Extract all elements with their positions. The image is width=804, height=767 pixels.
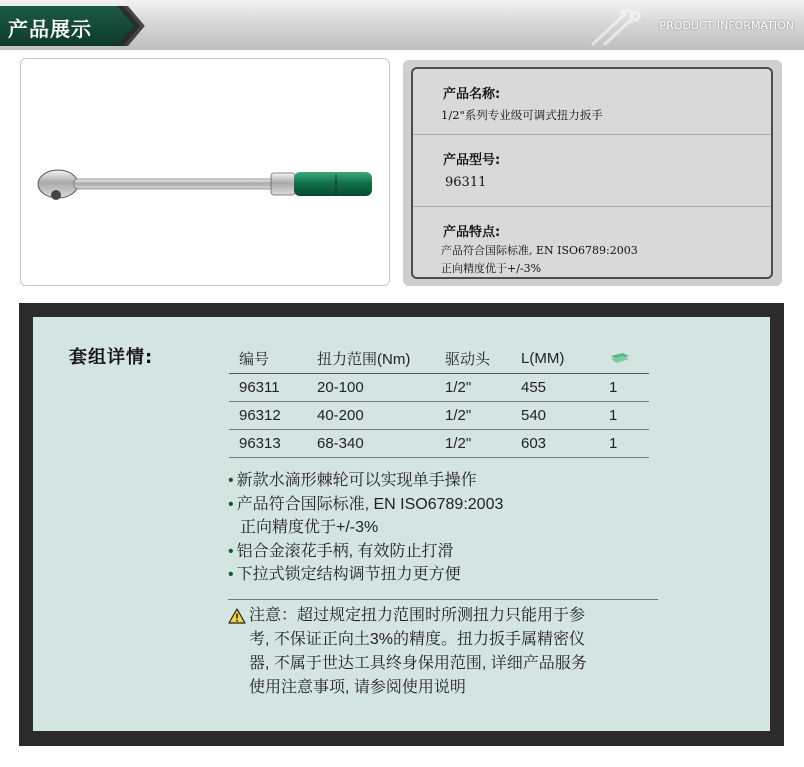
cell-quantity: 1 xyxy=(599,429,649,457)
table-row xyxy=(229,373,649,401)
note-text: 注意：超过规定扭力范围时所测扭力只能用于参 xyxy=(249,607,586,624)
warning-note xyxy=(228,599,658,700)
bullet-dot-icon: • xyxy=(228,566,234,583)
bullet-text: 下拉式锁定结构调节扭力更方便 xyxy=(236,566,461,583)
column-header-code: 编号 xyxy=(229,345,307,373)
cell-quantity: 1 xyxy=(599,373,649,401)
cell-torque: 20-100 xyxy=(307,373,435,401)
cell-drive: 1/2" xyxy=(435,401,511,429)
product-model-label: 产品型号: xyxy=(443,153,501,168)
feature-bullets xyxy=(228,469,503,587)
set-details-title: 套组详情: xyxy=(69,347,154,368)
note-line xyxy=(228,604,658,628)
table-row xyxy=(229,429,649,457)
info-features-section xyxy=(413,207,771,279)
column-header-torque: 扭力范围(Nm) xyxy=(307,345,435,373)
quantity-icon xyxy=(609,350,631,364)
page-title: 产品展示 xyxy=(8,17,92,41)
product-name-label: 产品名称: xyxy=(443,87,501,102)
note-line: 使用注意事项, 请参阅使用说明 xyxy=(249,679,466,696)
bullet-item xyxy=(228,563,503,587)
bullet-dot-icon: • xyxy=(228,542,234,560)
product-info-card xyxy=(411,67,773,279)
bullet-text: 铝合金滚花手柄, 有效防止打滑 xyxy=(236,542,454,560)
product-features-line1: 产品符合国际标准, EN ISO6789:2003 xyxy=(441,244,638,257)
warning-icon xyxy=(228,608,246,624)
cell-code: 96313 xyxy=(229,429,307,457)
tools-icon xyxy=(585,8,645,48)
product-information-label: PRODUCT INFORMATION xyxy=(659,19,794,32)
cell-quantity: 1 xyxy=(599,401,649,429)
cell-length: 603 xyxy=(511,429,599,457)
table-row xyxy=(229,401,649,429)
cell-code: 96311 xyxy=(229,373,307,401)
product-image-panel xyxy=(20,58,390,286)
cell-torque: 68-340 xyxy=(307,429,435,457)
cell-code: 96312 xyxy=(229,401,307,429)
column-header-quantity xyxy=(599,345,649,373)
spec-table xyxy=(229,345,649,458)
column-header-drive: 驱动头 xyxy=(435,345,511,373)
info-model-section xyxy=(413,135,771,207)
set-details-panel xyxy=(19,303,784,746)
header-banner xyxy=(0,0,804,50)
cell-length: 455 xyxy=(511,373,599,401)
bullet-item xyxy=(228,469,503,493)
cell-drive: 1/2" xyxy=(435,373,511,401)
product-info-panel xyxy=(403,60,782,286)
cell-torque: 40-200 xyxy=(307,401,435,429)
torque-wrench-image xyxy=(36,159,376,209)
cell-length: 540 xyxy=(511,401,599,429)
bullet-item xyxy=(228,493,503,517)
product-model-value: 96311 xyxy=(445,175,487,190)
bullet-text: 产品符合国际标准, EN ISO6789:2003 xyxy=(236,495,504,513)
note-line: 考, 不保证正向土3%的精度。扭力扳手属精密仪 xyxy=(249,631,586,648)
product-features-line2: 正向精度优于+/-3% xyxy=(441,262,542,275)
note-line: 器, 不属于世达工具终身保用范围, 详细产品服务 xyxy=(249,655,587,672)
cell-drive: 1/2" xyxy=(435,429,511,457)
bullet-dot-icon: • xyxy=(228,472,234,489)
column-header-length: L(MM) xyxy=(511,345,599,373)
spec-table-header xyxy=(229,345,649,373)
bullet-text: 新款水滴形棘轮可以实现单手操作 xyxy=(236,472,477,489)
bullet-dot-icon: • xyxy=(228,495,234,513)
product-features-label: 产品特点: xyxy=(443,225,501,240)
info-name-section xyxy=(413,69,771,135)
set-details-content xyxy=(33,317,770,731)
bullet-continuation: 正向精度优于+/-3% xyxy=(240,519,379,536)
product-name-value: 1/2"系列专业级可调式扭力扳手 xyxy=(441,108,603,122)
bullet-item xyxy=(228,540,503,564)
